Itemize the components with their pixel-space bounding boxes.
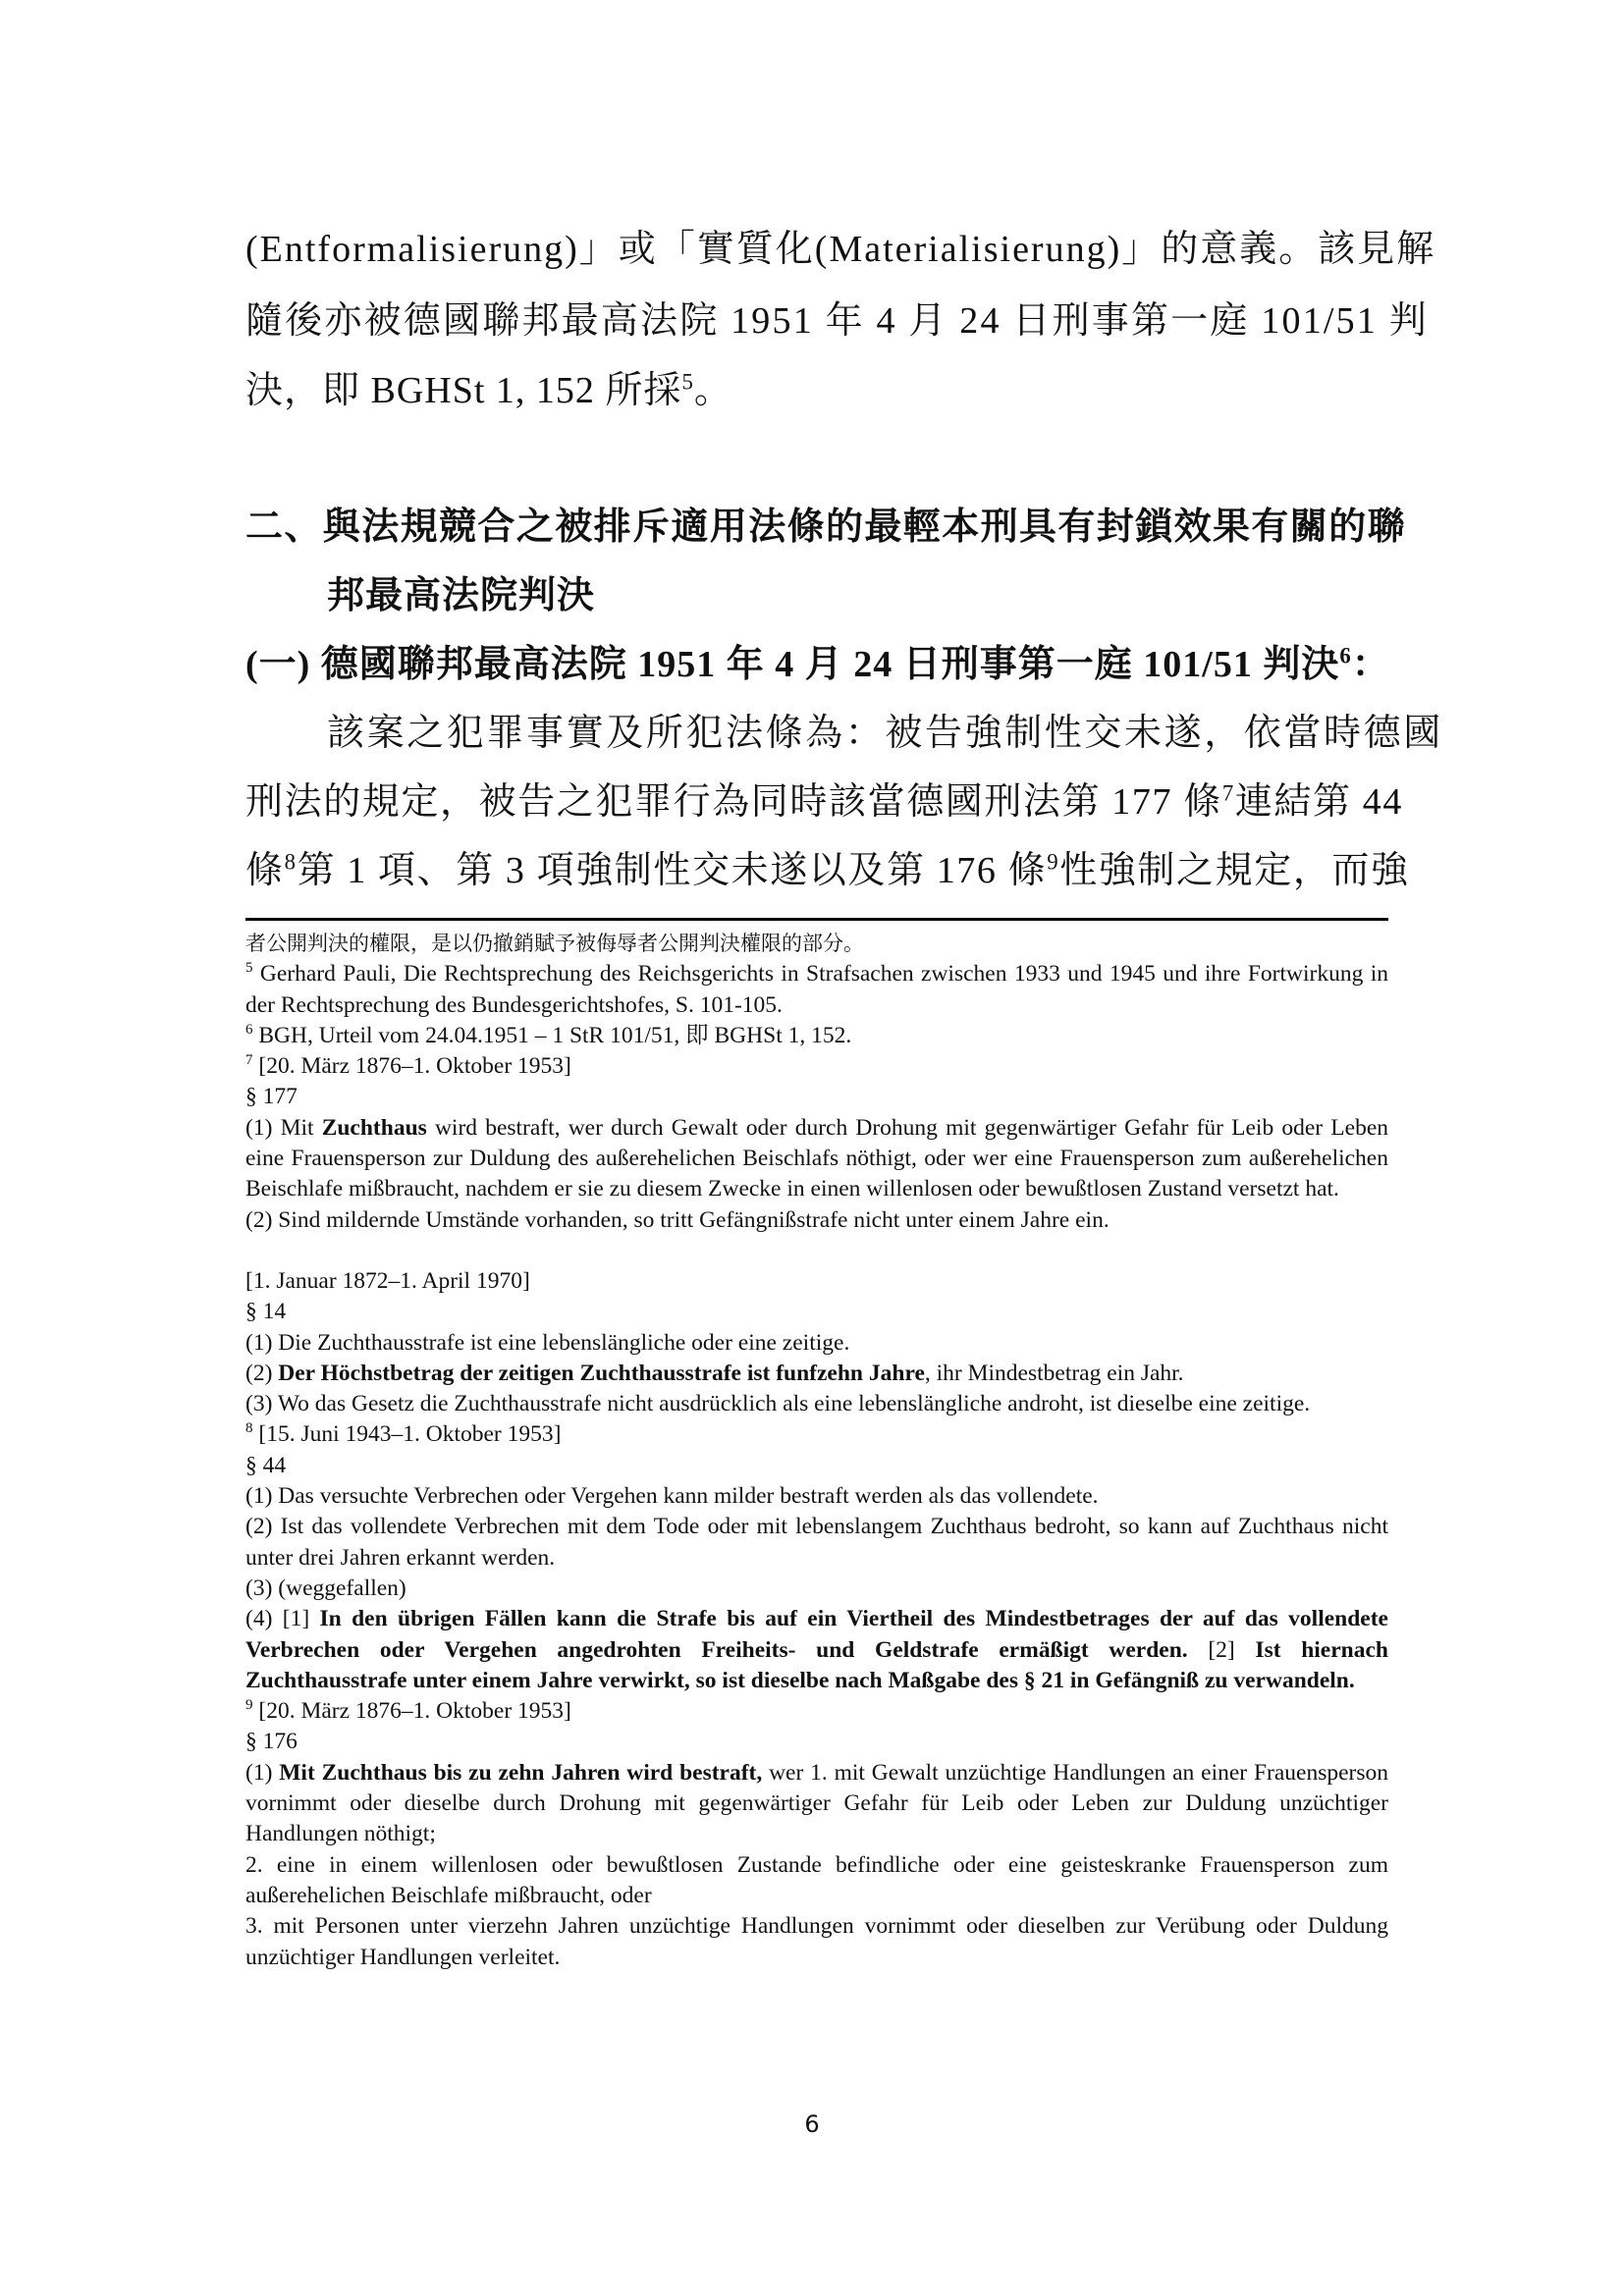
footnote-9-section: § 176 bbox=[245, 1729, 298, 1755]
footnote-separator bbox=[245, 918, 1388, 921]
body-text: 性強制之規定，而強 bbox=[1059, 850, 1410, 891]
footnote-7b-section: § 14 bbox=[245, 1299, 287, 1325]
footnote-8-section: § 44 bbox=[245, 1452, 287, 1478]
footnote-8-clause-4: (4) [1] In den übrigen Fällen kann die Strafe bis auf ein Viertheil des Mindestbetrages der auf das vollendete Verbrechen oder Vergehen angedrohten Freiheits- und Geldstrafe ermäßigt werden. [2] Ist hiernach Zuchthausstrafe unter einem Jahre verwirkt, so ist dieselbe nach Maßgabe des § 21 in Gefängniß zu verwandeln. bbox=[245, 1606, 1388, 1693]
footnote-8-clause-2: (2) Ist das vollendete Verbrechen mit dem Tode oder mit lebenslangem Zuchthaus bedroht, so kann auf Zuchthaus nicht unter drei Jahren erkannt werden. bbox=[245, 1514, 1388, 1571]
spacer bbox=[245, 1236, 1388, 1266]
body-line bbox=[327, 702, 1443, 756]
body-text: 該案之犯罪事實及所犯法條為：被告強制性交未遂，依當時德國 bbox=[327, 713, 1443, 754]
footnote-ref[interactable]: 6 bbox=[1339, 643, 1352, 668]
footnote-7b-clause-1: (1) Die Zuchthausstrafe ist eine lebenslängliche oder eine zeitige. bbox=[245, 1329, 850, 1356]
footnote-6: $^6$ BGH, Urteil vom 24.04.1951 – 1 StR 101/51, 即 BGHSt 1, 152. bbox=[245, 1022, 852, 1048]
footnote-7: $^7$ [20. März 1876–1. Oktober 1953] bbox=[245, 1052, 571, 1080]
footnote-7-section: § 177 bbox=[245, 1084, 298, 1110]
section-heading bbox=[245, 496, 1406, 550]
body-text: 決，即 BGHSt 1, 152 所採 bbox=[245, 370, 682, 411]
footnote-7b-clause-2: (2) Der Höchstbetrag der zeitigen Zuchthausstrafe ist funfzehn Jahre, ihr Mindestbetrag ein Jahr. bbox=[245, 1360, 1184, 1386]
footnote-ref[interactable]: 9 bbox=[1047, 849, 1060, 875]
section-heading-cont bbox=[327, 564, 595, 618]
body-text: (Entformalisierung)」或「實質化(Materialisierung)」的意義。該見解 bbox=[245, 229, 1436, 270]
subsection-heading bbox=[245, 633, 1390, 687]
footnote-5: $^5$ Gerhard Pauli, Die Rechtsprechung des Reichsgerichts in Strafsachen zwischen 1933 und 1945 und ihre Fortwirkung in der Rechtsprechung des Bundesgerichtshofes, S. 101-105. bbox=[245, 960, 1388, 1018]
body-line bbox=[245, 290, 1429, 344]
heading-text: 二、與法規競合之被排斥適用法條的最輕本刑具有封鎖效果有關的聯 bbox=[245, 507, 1407, 548]
footnote-ref[interactable]: 7 bbox=[1221, 780, 1235, 806]
footnote-9-clause-2: 2. eine in einem willenlosen oder bewußtlosen Zustande befindliche oder eine geisteskranke Frauensperson zum außerehelichen Beischlafe mißbraucht, oder bbox=[245, 1851, 1388, 1908]
footnote-7-clause-1: (1) Mit Zuchthaus wird bestraft, wer durch Gewalt oder durch Drohung mit gegenwärtiger Gefahr für Leib oder Leben eine Frauensperson zur Duldung des außerehelichen Beischlafs nöthigt, oder wer eine Frauensperson zum außerehelichen Beischlafe mißbraucht, nachdem er sie zu diesem Zwecke in einen willenlosen oder bewußtlosen Zustand versetzt hat. bbox=[245, 1114, 1388, 1202]
body-text: 條 bbox=[245, 850, 285, 891]
body-text: 連結第 44 bbox=[1234, 781, 1403, 823]
footnote-8: $^8$ [15. Juni 1943–1. Oktober 1953] bbox=[245, 1420, 562, 1448]
footnote-ref[interactable]: 5 bbox=[681, 369, 694, 395]
footnote-9: $^9$ [20. März 1876–1. Oktober 1953] bbox=[245, 1697, 571, 1725]
body-text: 第 1 項、第 3 項強制性交未遂以及第 176 條 bbox=[297, 850, 1048, 891]
footnote-9-clause-1: (1) Mit Zuchthaus bis zu zehn Jahren wird bestraft, wer 1. mit Gewalt unzüchtige Handlungen an einer Frauensperson vornimmt oder dieselbe durch Drohung mit gegenwärtiger Gefahr für Leib oder Leben zur Duldung unzüchtiger Handlungen nöthigt; bbox=[245, 1759, 1388, 1847]
footnote-9-clause-3: 3. mit Personen unter vierzehn Jahren unzüchtige Handlungen vornimmt oder dieselben zur Verübung oder Duldung unzüchtiger Handlungen verleitet. bbox=[245, 1913, 1388, 1970]
footnote-7-clause-2: (2) Sind mildernde Umstände vorhanden, so tritt Gefängnißstrafe nicht unter einem Jahre ein. bbox=[245, 1206, 1110, 1233]
heading-text: 邦最高法院判決 bbox=[327, 575, 596, 616]
page-number: 6 bbox=[804, 2110, 820, 2138]
body-line bbox=[245, 839, 1410, 893]
footnote-ref[interactable]: 8 bbox=[284, 849, 298, 875]
footnote-continuation: 者公開判決的權限，是以仍撤銷賦予被侮辱者公開判決權限的部分。 bbox=[245, 932, 864, 955]
footnote-8-clause-1: (1) Das versuchte Verbrechen oder Vergehen kann milder bestraft werden als das vollendete. bbox=[245, 1483, 1099, 1510]
body-line bbox=[245, 218, 1435, 272]
footnote-7b-date: [1. Januar 1872–1. April 1970] bbox=[245, 1267, 530, 1294]
body-text: 。 bbox=[693, 370, 732, 411]
body-line bbox=[245, 359, 732, 413]
subheading-text: (一) 德國聯邦最高法院 1951 年 4 月 24 日刑事第一庭 101/51 判決 bbox=[245, 644, 1340, 685]
footnote-8-clause-3: (3) (weggefallen) bbox=[245, 1575, 406, 1601]
footnote-7b-clause-3: (3) Wo das Gesetz die Zuchthausstrafe nicht ausdrücklich als eine lebenslängliche androht, ist dieselbe eine zeitige. bbox=[245, 1391, 1311, 1417]
body-text: 刑法的規定，被告之犯罪行為同時該當德國刑法第 177 條 bbox=[245, 781, 1222, 823]
body-text: 隨後亦被德國聯邦最高法院 1951 年 4 月 24 日刑事第一庭 101/51 判 bbox=[245, 300, 1429, 342]
subheading-text: ： bbox=[1351, 644, 1390, 685]
footnotes bbox=[245, 929, 1388, 1973]
body-line bbox=[245, 771, 1403, 825]
